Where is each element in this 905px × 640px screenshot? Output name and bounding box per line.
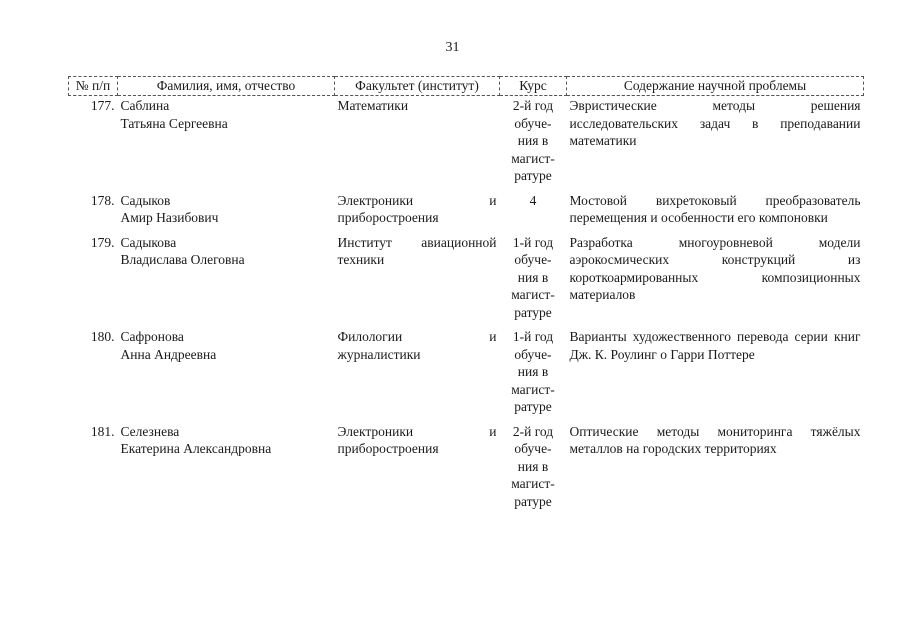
header-faculty: Факультет (институт)	[335, 77, 500, 96]
course-line: магист-	[511, 476, 555, 491]
header-name: Фамилия, имя, отчество	[118, 77, 335, 96]
student-name	[118, 233, 335, 328]
student-given-names: Екатерина Александровна	[120, 441, 272, 456]
course-line: 4	[529, 192, 537, 208]
table-row	[69, 191, 864, 233]
course-line: ния в	[517, 458, 549, 474]
course	[500, 191, 567, 233]
student-surname: Садыкова	[120, 234, 177, 250]
course-line: обуче-	[514, 252, 552, 267]
header-course: Курс	[500, 77, 567, 96]
course-line: 1-й год	[512, 329, 554, 344]
faculty: Электроники и приборостроения	[337, 423, 497, 456]
course-line: 2-й год	[512, 423, 554, 439]
course	[500, 327, 567, 422]
row-number: 177.	[90, 98, 115, 113]
student-surname: Сафронова	[120, 329, 184, 344]
course-line: ратуре	[514, 168, 552, 183]
row-number: 180.	[90, 329, 115, 344]
row-number: 179.	[90, 234, 115, 250]
row-number: 181.	[90, 423, 115, 439]
student-name	[118, 327, 335, 422]
student-surname: Селезнева	[120, 423, 180, 439]
student-table	[68, 76, 864, 516]
course-line: ратуре	[514, 304, 552, 320]
course-line: обуче-	[514, 346, 552, 362]
research-topic: Разработка многоуровневой модели аэрокосмических конструкций из короткоармированных композиционных материалов	[569, 234, 861, 302]
research-topic: Мостовой вихретоковый преобразователь перемещения и особенности его компоновки	[569, 192, 861, 225]
faculty: Институт авиационной техники	[337, 234, 497, 267]
course-line: обуче-	[514, 115, 552, 131]
course-line: 2-й год	[512, 98, 554, 113]
student-name	[118, 191, 335, 233]
student-given-names: Владислава Олеговна	[120, 252, 245, 267]
header-number: № п/п	[69, 77, 118, 96]
student-given-names: Анна Андреевна	[120, 346, 217, 362]
research-topic: Варианты художественного перевода серии книг Дж. К. Роулинг о Гарри Поттере	[569, 329, 861, 362]
course	[500, 422, 567, 517]
course	[500, 96, 567, 191]
table-row	[69, 422, 864, 517]
student-surname: Садыков	[120, 192, 171, 208]
course-line: магист-	[511, 381, 555, 397]
table-row	[69, 327, 864, 422]
faculty: Электроники и приборостроения	[337, 192, 497, 225]
student-name	[118, 96, 335, 191]
student-given-names: Амир Назибович	[120, 210, 219, 225]
table-body	[69, 96, 864, 517]
course-line: 1-й год	[512, 234, 554, 250]
research-topic: Оптические методы мониторинга тяжёлых металлов на городских территориях	[569, 423, 861, 456]
table-row	[69, 96, 864, 191]
course-line: ния в	[517, 364, 549, 379]
course-line: магист-	[511, 287, 555, 302]
course-line: ния в	[517, 133, 549, 148]
table-row	[69, 233, 864, 328]
course	[500, 233, 567, 328]
faculty: Математики	[337, 98, 409, 113]
course-line: ратуре	[514, 493, 552, 509]
student-name	[118, 422, 335, 517]
course-line: обуче-	[514, 441, 552, 456]
table-header-row	[69, 77, 864, 96]
student-given-names: Татьяна Сергеевна	[120, 115, 228, 131]
research-topic: Эвристические методы решения исследовательских задач в преподавании математики	[569, 98, 861, 148]
course-line: ратуре	[514, 399, 552, 414]
header-topic: Содержание научной проблемы	[567, 77, 864, 96]
course-line: ния в	[517, 269, 549, 285]
student-surname: Саблина	[120, 98, 170, 113]
faculty: Филологии и журналистики	[337, 329, 497, 362]
course-line: магист-	[511, 150, 555, 166]
row-number: 178.	[90, 192, 115, 208]
page-number: 31	[445, 40, 460, 55]
